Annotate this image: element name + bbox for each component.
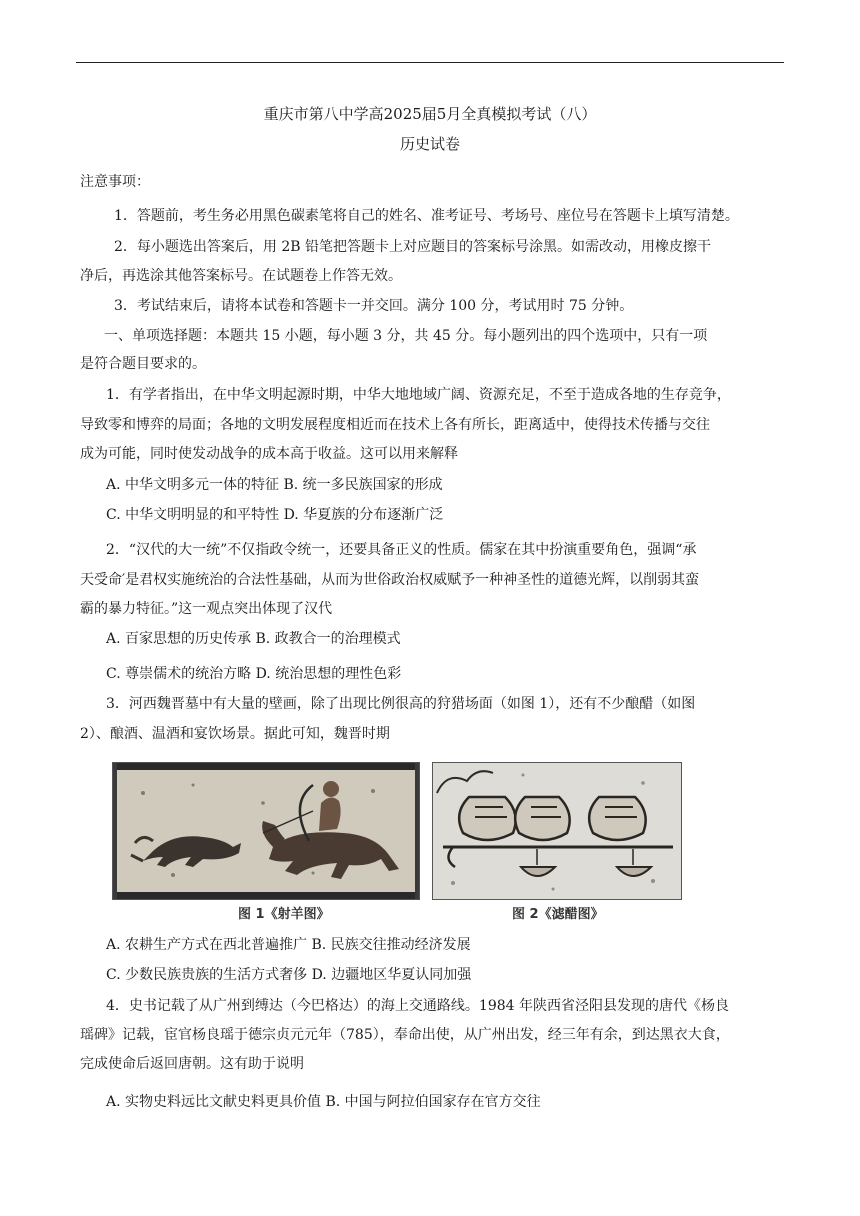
q2-line-2: 天受命′是君权实施统治的合法性基础，从而为世俗政治权威赋予一种神圣性的道德光辉，以削弱其蛮 [80,572,700,588]
q3-options-cd: C. 少数民族贵族的生活方式奢侈 D. 边疆地区华夏认同加强 [106,967,472,983]
notice-item-3: 3．考试结束后，请将本试卷和答题卡一并交回。满分 100 分，考试用时 75 分钟。 [114,298,634,314]
q4-options-ab: A. 实物史料远比文献史料更具价值 B. 中国与阿拉伯国家存在官方交往 [106,1094,541,1110]
q3-options-ab: A. 农耕生产方式在西北普遍推广 B. 民族交往推动经济发展 [106,937,471,953]
figure-1-hunting-mural [112,762,420,900]
exam-subtitle: 历史试卷 [399,135,460,153]
q1-options-cd: C. 中华文明明显的和平特性 D. 华夏族的分布逐渐广泛 [106,507,444,523]
figure-2-caption: 图 2《滤醋图》 [512,907,604,922]
q4-line-1: 4．史书记载了从广州到缚达（今巴格达）的海上交通路线。1984 年陕西省泾阳县发现的唐代《杨良 [106,998,729,1014]
q1-options-ab: A. 中华文明多元一体的特征 B. 统一多民族国家的形成 [106,477,443,493]
q2-line-3: 霸的暴力特征。”这一观点突出体现了汉代 [80,601,333,617]
notice-item-2: 2．每小题选出答案后，用 2B 铅笔把答题卡上对应题目的答案标号涂黑。如需改动，用橡皮擦干 [114,239,712,255]
q2-line-1: 2．“汉代的大一统”不仅指政令统一，还要具备正义的性质。儒家在其中扮演重要角色，强调“承 [106,542,697,558]
q1-line-3: 成为可能，同时使发动战争的成本高于收益。这可以用来解释 [80,446,458,462]
section-heading-line2: 是符合题目要求的。 [80,356,206,372]
q4-line-2: 瑶碑》记载，宦官杨良瑶于德宗贞元元年（785），奉命出使，从广州出发，经三年有余，到达黑衣大食， [80,1027,730,1043]
figure-2-vinegar-mural [432,762,682,900]
figure-2-illustration [433,763,681,899]
section-heading-line1: 一、单项选择题：本题共 15 小题，每小题 3 分，共 45 分。每小题列出的四个选项中，只有一项 [104,328,708,344]
q4-line-3: 完成使命后返回唐朝。这有助于说明 [80,1056,304,1072]
top-rule [76,62,784,63]
notice-item-1: 1．答题前，考生务必用黑色碳素笔将自己的姓名、准考证号、考场号、座位号在答题卡上填写清楚。 [114,208,739,224]
notice-heading: 注意事项： [80,174,150,190]
q3-line-1: 3．河西魏晋墓中有大量的壁画，除了出现比例很高的狩猎场面（如图 1），还有不少酿醋（如图 [106,696,696,712]
q2-options-ab: A. 百家思想的历史传承 B. 政教合一的治理模式 [106,631,401,647]
exam-title: 重庆市第八中学高2025届5月全真模拟考试（八） [263,105,597,123]
q1-line-1: 1．有学者指出，在中华文明起源时期，中华大地地域广阔、资源充足，不至于造成各地的生存竞争， [106,387,731,403]
q3-line-2: 2）、酿酒、温酒和宴饮场景。据此可知，魏晋时期 [80,726,390,742]
notice-item-2-cont: 净后，再选涂其他答案标号。在试题卷上作答无效。 [80,268,402,284]
q1-line-2: 导致零和博弈的局面；各地的文明发展程度相近而在技术上各有所长，距离适中，使得技术传播与交往 [80,417,710,433]
figure-1-illustration [113,763,419,899]
figure-1-caption: 图 1《射羊图》 [238,907,330,922]
q2-options-cd: C. 尊崇儒术的统治方略 D. 统治思想的理性色彩 [106,666,402,682]
